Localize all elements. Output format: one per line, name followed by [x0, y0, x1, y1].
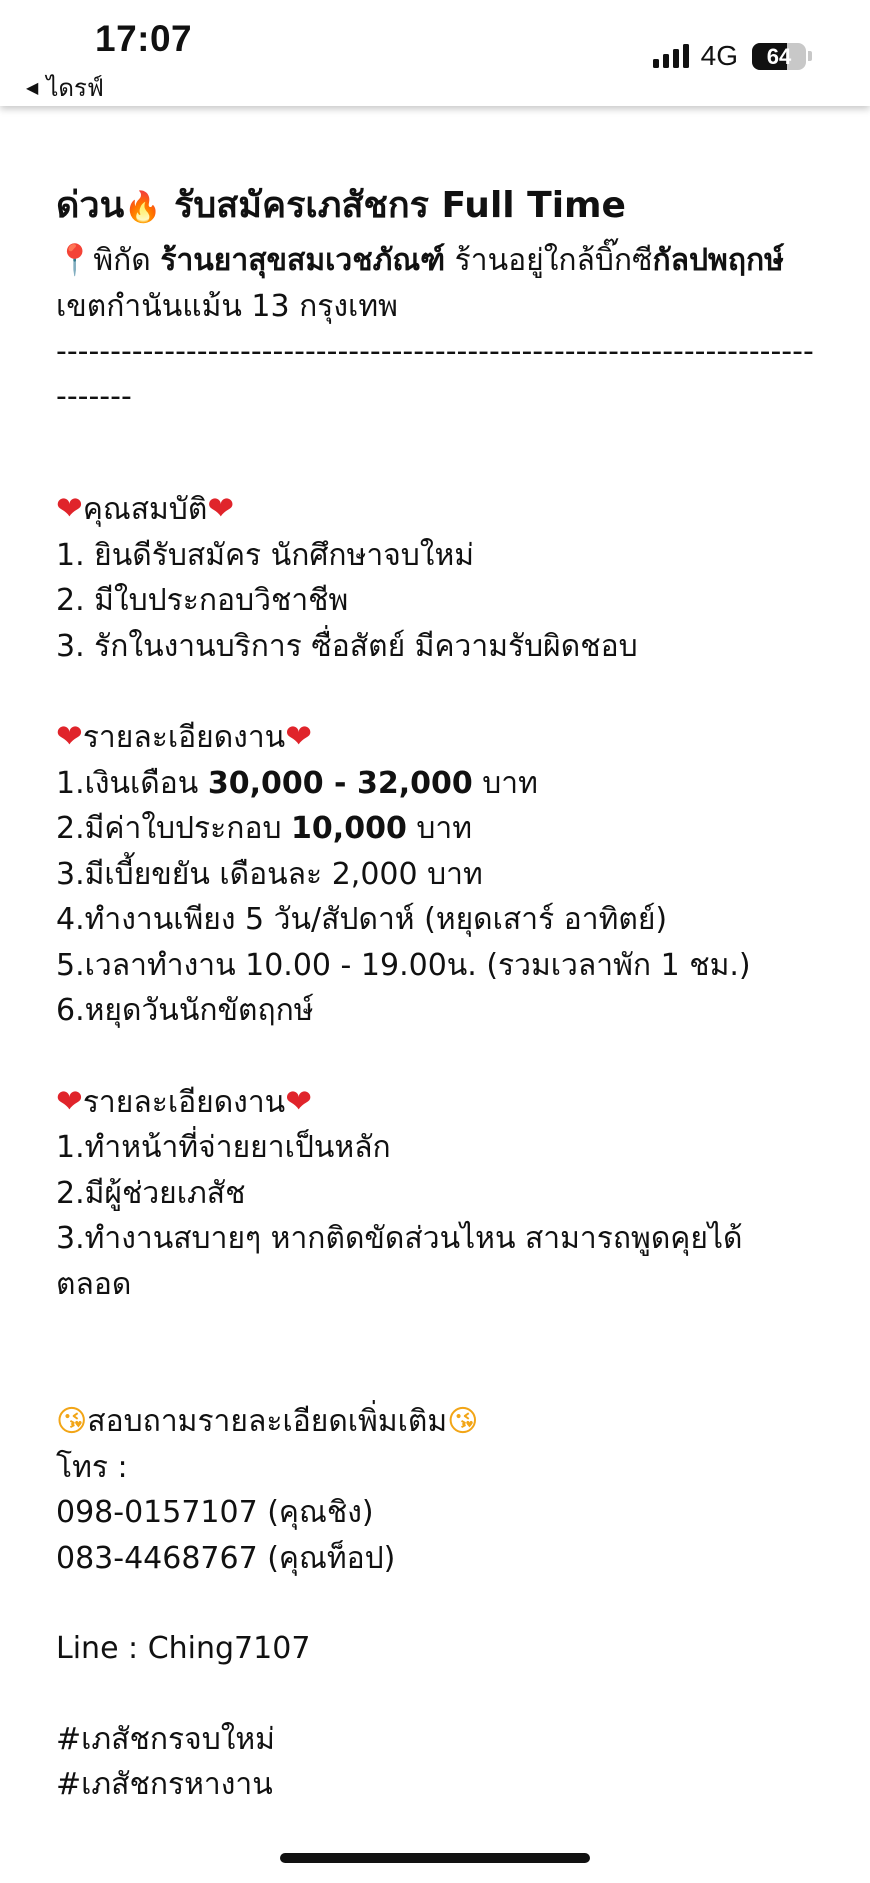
list-item: 3.ทำงานสบายๆ หากติดขัดส่วนไหน สามารถพูดคุยได้ตลอด [56, 1221, 743, 1302]
network-type: 4G [700, 40, 738, 71]
post-title [56, 180, 816, 234]
hashtag[interactable]: #เภสัชกรหางาน [56, 1767, 273, 1802]
benefits-heading-text: รายละเอียดงาน [82, 720, 286, 755]
salary-unit: บาท [472, 765, 538, 801]
list-item: 1. ยินดีรับสมัคร นักศึกษาจบใหม่ [56, 537, 475, 573]
salary-item [56, 761, 816, 807]
location-line [56, 238, 816, 329]
qualifications-heading [56, 486, 816, 533]
license-fee-label: 2.มีค่าใบประกอบ [56, 811, 292, 846]
battery-level: 64 [766, 43, 792, 69]
landmark-name: กัลปพฤกษ์ [652, 243, 784, 278]
face-blowing-kiss-icon: 😘 [447, 1404, 479, 1439]
list-item: 6.หยุดวันนักขัตฤกษ์ [56, 993, 314, 1028]
license-fee-unit: บาท [406, 811, 473, 846]
list-item: 4.ทำงานเพียง 5 วัน/สัปดาห์ (หยุดเสาร์ อาทิตย์) [56, 902, 668, 937]
license-fee-item [56, 806, 816, 852]
status-time: 17:07 [95, 18, 193, 59]
phone-number[interactable]: 098-0157107 (คุณชิง) [56, 1495, 374, 1530]
salary-label: 1.เงินเดือน [56, 765, 208, 801]
qualifications-heading-text: คุณสมบัติ [82, 492, 208, 527]
red-heart-icon: ❤ [207, 489, 235, 527]
red-heart-icon: ❤ [285, 717, 312, 755]
duties-heading [56, 1079, 816, 1126]
status-indicators [653, 40, 812, 72]
list-item: 3. รักในงานบริการ ซื่อสัตย์ มีความรับผิดชอบ [56, 628, 638, 664]
location-near: ร้านอยู่ใกล้บิ๊กซี [445, 243, 653, 278]
phone-number[interactable]: 083-4468767 (คุณท็อป) [56, 1540, 396, 1576]
back-triangle-icon: ◀ [26, 78, 39, 97]
license-fee-value: 10,000 [291, 811, 407, 846]
title-main: รับสมัครเภสัชกร Full Time [161, 185, 626, 226]
contact-heading [56, 1399, 816, 1445]
pushpin-icon: 📍 [56, 243, 94, 278]
back-to-drive-link[interactable] [26, 68, 104, 107]
duties-heading-text: รายละเอียดงาน [82, 1084, 286, 1120]
fire-icon: 🔥 [124, 190, 162, 225]
home-indicator[interactable] [280, 1853, 590, 1863]
red-heart-icon: ❤ [56, 1081, 83, 1120]
location-label: พิกัด [93, 243, 161, 278]
title-urgent: ด่วน [56, 185, 125, 226]
benefits-heading [56, 714, 816, 761]
hashtag[interactable]: #เภสัชกรจบใหม่ [56, 1721, 275, 1757]
job-post [56, 180, 816, 1808]
line-id: Line : Ching7107 [56, 1631, 311, 1666]
contact-heading-text: สอบถามรายละเอียดเพิ่มเติม [87, 1404, 448, 1439]
salary-value: 30,000 - 32,000 [207, 765, 473, 801]
list-item: 2. มีใบประกอบวิชาชีพ [56, 583, 349, 618]
red-heart-icon: ❤ [56, 717, 83, 755]
location-area: เขตกำนันแม้น 13 กรุงเทพ [56, 288, 398, 324]
phone-label: โทร : [56, 1449, 128, 1485]
back-link-label: ไดรฟ์ [46, 74, 104, 102]
red-heart-icon: ❤ [285, 1081, 312, 1120]
list-item: 2.มีผู้ช่วยเภสัช [56, 1175, 246, 1211]
list-item: 5.เวลาทำงาน 10.00 - 19.00น. (รวมเวลาพัก 1 ชม.) [56, 947, 751, 983]
divider-line: ----------------------------------------------------------------------------- [56, 334, 814, 414]
status-bar [0, 0, 870, 106]
battery-tip [808, 51, 812, 61]
cellular-signal-icon [653, 44, 689, 68]
store-name: ร้านยาสุขสมเวชภัณฑ์ [160, 243, 446, 278]
red-heart-icon: ❤ [56, 489, 83, 527]
face-blowing-kiss-icon: 😘 [56, 1404, 88, 1439]
list-item: 3.มีเบี้ยขยัน เดือนละ 2,000 บาท [56, 856, 483, 892]
battery-icon [752, 43, 806, 70]
list-item: 1.ทำหน้าที่จ่ายยาเป็นหลัก [56, 1130, 391, 1165]
